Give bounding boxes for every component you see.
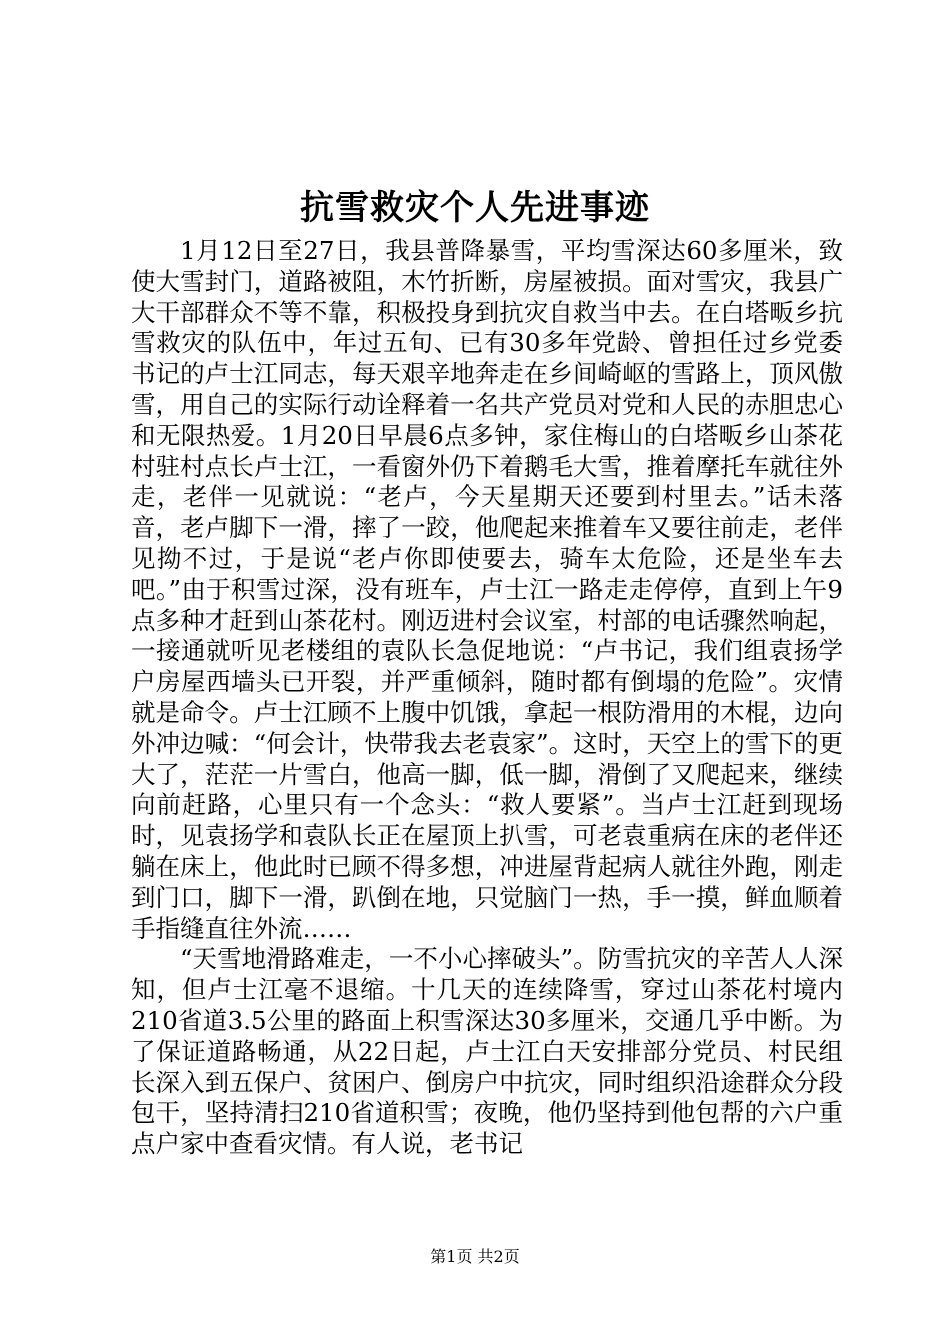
- paragraph-2: “天雪地滑路难走，一不小心摔破头”。防雪抗灾的辛苦人人深知，但卢士江毫不退缩。十几天的连续降雪，穿过山茶花村境内210省道3.5公里的路面上积雪深达30多厘米，交通几乎中断。为了保证道路畅通，从22日起，卢士江白天安排部分党员、村民组长深入到五保户、贫困户、倒房户中抗灾，同时组织沿途群众分段包干，坚持清扫210省道积雪；夜晚，他仍坚持到他包帮的六户重点户家中查看灾情。有人说，老书记: [131, 944, 843, 1159]
- paragraph-1: 1月12日至27日，我县普降暴雪，平均雪深达60多厘米，致使大雪封门，道路被阻，木竹折断，房屋被损。面对雪灾，我县广大干部群众不等不靠，积极投身到抗灾自救当中去。在白塔畈乡抗雪救灾的队伍中，年过五旬、已有30多年党龄、曾担任过乡党委书记的卢士江同志，每天艰辛地奔走在乡间崎岖的雪路上，顶风傲雪，用自己的实际行动诠释着一名共产党员对党和人民的赤胆忠心和无限热爱。1月20日早晨6点多钟，家住梅山的白塔畈乡山茶花村驻村点长卢士江，一看窗外仍下着鹅毛大雪，推着摩托车就往外走，老伴一见就说：“老卢，今天星期天还要到村里去。”话未落音，老卢脚下一滑，摔了一跤，他爬起来推着车又要往前走，老伴见拗不过，于是说“老卢你即使要去，骑车太危险，还是坐车去吧。”由于积雪过深，没有班车，卢士江一路走走停停，直到上午9点多种才赶到山茶花村。刚迈进村会议室，村部的电话骤然响起，一接通就听见老楼组的袁队长急促地说：“卢书记，我们组袁扬学户房屋西墙头已开裂，并严重倾斜，随时都有倒塌的危险”。灾情就是命令。卢士江顾不上腹中饥饿，拿起一根防滑用的木棍，边向外冲边喊：“何会计，快带我去老袁家”。这时，天空上的雪下的更大了，茫茫一片雪白，他高一脚，低一脚，滑倒了又爬起来，继续向前赶路，心里只有一个念头：“救人要紧”。当卢士江赶到现场时，见袁扬学和袁队长正在屋顶上扒雪，可老袁重病在床的老伴还躺在床上，他此时已顾不得多想，冲进屋背起病人就往外跑，刚走到门口，脚下一滑，趴倒在地，只觉脑门一热，手一摸，鲜血顺着手指缝直往外流……: [131, 236, 843, 943]
- document-body: [131, 236, 843, 1160]
- document-title: 抗雪救灾个人先进事迹: [300, 188, 650, 228]
- page-footer: 第1页 共2页: [430, 1247, 520, 1266]
